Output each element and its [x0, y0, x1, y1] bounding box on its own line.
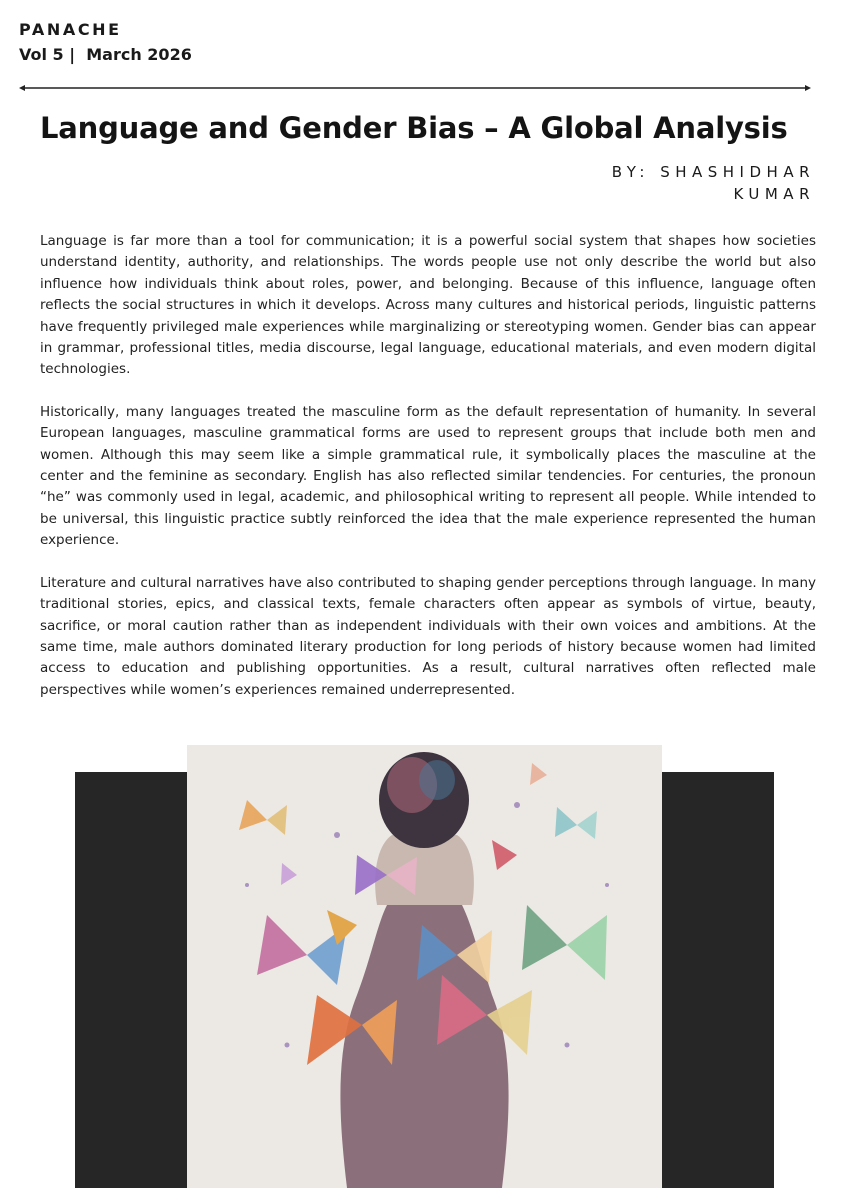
article-title: Language and Gender Bias – A Global Analysis	[40, 111, 788, 145]
paragraph: Historically, many languages treated the masculine form as the default representation of humanity. In several European languages, masculine grammatical forms are used to represent groups that include both men and women. Although this may seem like a simple grammatical rule, it symbolically places the masculine at the center and the feminine as secondary. English has also reflected similar tendencies. For centuries, the pronoun “he” was commonly used in legal, academic, and philosophical writing to represent all people. While intended to be universal, this linguistic practice subtly reinforced the idea that the male experience represented the human experience.	[40, 403, 816, 549]
byline-line-2: KUMAR	[733, 185, 815, 203]
article-body	[40, 231, 816, 722]
header-rule	[19, 84, 811, 92]
paragraph: Language is far more than a tool for communication; it is a powerful social system that shapes how societies understand identity, authority, and relationships. The words people use not only describe the world but also influence how individuals think about roles, power, and belonging. Because of this influence, language often reflects the social structures in which it develops. Across many cultures and historical periods, linguistic patterns have frequently privileged male experiences while marginalizing or stereotyping women. Gender bias can appear in grammar, professional titles, media discourse, legal language, educational materials, and even modern digital technologies.	[40, 233, 816, 378]
byline	[612, 161, 815, 205]
magazine-name: PANACHE	[19, 20, 122, 39]
paragraph: Literature and cultural narratives have also contributed to shaping gender perceptions through language. In many traditional stories, epics, and classical texts, female characters often appear as symbols of virtue, beauty, sacrifice, or moral caution rather than as independent individuals with their own voices and ambitions. At the same time, male authors dominated literary production for long periods of history because women had limited access to education and publishing opportunities. As a result, cultural narratives often reflected male perspectives while women’s experiences remained underrepresented.	[40, 574, 816, 698]
issue-info: Vol 5 | March 2026	[19, 45, 192, 64]
butterfly-woman-illustration	[187, 745, 662, 1188]
byline-line-1: BY: SHASHIDHAR	[611, 163, 815, 181]
